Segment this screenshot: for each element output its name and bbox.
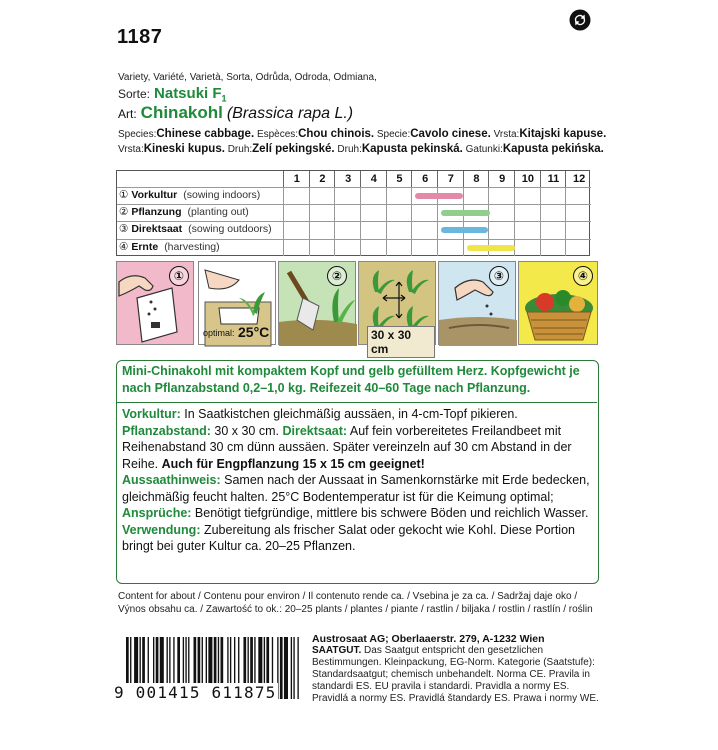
- month-12: 12: [565, 171, 592, 187]
- pictogram-harvest: [518, 261, 598, 345]
- month-5: 5: [386, 171, 413, 187]
- month-11: 11: [540, 171, 567, 187]
- content-info: Content for about / Contenu pour environ / Il contenuto rende ca. / Vsebina je za ca. / Sadržaj daje oko / Výnos obsahu ca. / Zawartość to ok.: 20–25 plants / plantes / piante / rastlin / biljaka / rostlin / rastlín / roślin: [118, 591, 593, 615]
- optimal-temperature: 25°C: [238, 324, 270, 340]
- recycle-icon: [569, 9, 591, 31]
- spacing-value: 30 x 30 cm: [367, 326, 435, 358]
- variety-name: Sorte: Natsuki $F_1$: [118, 85, 227, 104]
- month-2: 2: [309, 171, 336, 187]
- month-6: 6: [411, 171, 438, 187]
- product-code: 1187: [117, 26, 163, 48]
- pictogram-sowing-indoors: [116, 261, 194, 345]
- month-3: 3: [334, 171, 361, 187]
- barcode-bar: [293, 637, 294, 699]
- cultivation-text: Vorkultur: In Saatkistchen gleichmäßig aussäen, in 4-cm-Topf pikieren. Pflanzabstand: 30 x 30 cm. Direktsaat: Auf fein vorbereitetes Freilandbeet mit Reihenabstand 30 cm dünn aussäen. Später vereinzeln auf 30 cm Abstand in der Reihe. Auch für Engpflanzung 15 x 15 cm geeignet! Aussaathinweis: Samen nach der Aussaat in Samenkornstärke mit Erde bedecken, gleichmäßig feucht halten. 25°C Bodentemperatur ist für die Keimung optimal; Ansprüche: Benötigt tiefgründige, mittlere bis schwere Böden und reichlich Wasser. Verwendung: Zubereitung als frischer Salat oder gekocht wie Kohl. Diese Portion bringt bei guter Kultur ca. 20–25 Pflanzen.: [122, 407, 590, 553]
- calendar-row-ernte: [117, 239, 591, 255]
- step-number-3: ③: [489, 266, 509, 286]
- barcode-bar: [297, 637, 298, 699]
- calendar-row-pflanzung: [117, 204, 591, 220]
- pictogram-spacing: [358, 261, 436, 356]
- company-info: Austrosaat AG; Oberlaaerstr. 279, A-1232 Wien SAATGUT. Das Saatgut entspricht den gesetzlichen Bestimmungen. Kleinpackung, EG-Norm. Kategorie (Saatstufe): Standardsaatgut; chemisch unbehandelt. Norma CE. Pravila in standardi ES. EU pravila i standardi. Pravidla a normy ES. Pravidlá a normy ES. Pravidlá štandardy ES. Prawa i normy WE.: [312, 633, 599, 704]
- calendar-bar-direktsaat: [441, 227, 488, 233]
- pictogram-planting-out: [278, 261, 356, 345]
- month-9: 9: [488, 171, 515, 187]
- step-number-2: ②: [327, 266, 347, 286]
- calendar-row-label: ② Pflanzung (planting out): [119, 206, 249, 219]
- calendar-bar-vorkultur: [415, 193, 462, 199]
- barcode-number: 9 001415 611875: [114, 683, 277, 702]
- month-8: 8: [463, 171, 490, 187]
- calendar-bar-pflanzung: [441, 210, 490, 216]
- optimal-label: optimal:: [203, 328, 235, 338]
- step-number-1: ①: [169, 266, 189, 286]
- month-1: 1: [283, 171, 310, 187]
- species-translations-2: Vrsta:Kineski kupus. Druh:Zelí pekingské. Druh:Kapusta pekinská. Gatunki:Kapusta pekińska.: [118, 143, 604, 155]
- barcode-bar: [280, 637, 283, 699]
- barcode-bar: [291, 637, 292, 699]
- box-divider: [117, 402, 597, 403]
- calendar-bar-ernte: [467, 245, 516, 251]
- calendar-row-label: ④ Ernte (harvesting): [119, 240, 220, 253]
- species-name: Art: Chinakohl (Brassica rapa L.): [118, 103, 354, 122]
- species-translations-1: Species:Chinese cabbage. Espèces:Chou chinois. Specie:Cavolo cinese. Vrsta:Kitajski kapuse.: [118, 128, 607, 140]
- pictogram-sowing-outdoors: [438, 261, 516, 345]
- description-box: [116, 360, 599, 584]
- sowing-calendar: [116, 170, 590, 256]
- intro-text: Mini-Chinakohl mit kompaktem Kopf und gelb gefülltem Herz. Kopfgewicht je nach Pflanzabstand 0,2–1,0 kg. Reifezeit 40–60 Tage nach Pflanzung.: [122, 364, 580, 395]
- step-number-4: ④: [573, 266, 593, 286]
- month-7: 7: [437, 171, 464, 187]
- calendar-row-label: ③ Direktsaat (sowing outdoors): [119, 223, 272, 236]
- barcode-bar: [284, 637, 288, 699]
- calendar-row-direktsaat: [117, 221, 591, 237]
- calendar-row-vorkultur: [117, 187, 591, 203]
- month-10: 10: [514, 171, 541, 187]
- variety-line: Variety, Variété, Varietà, Sorta, Odrůda, Odroda, Odmiana,: [118, 72, 377, 83]
- calendar-row-label: ① Vorkultur (sowing indoors): [119, 189, 261, 201]
- pictogram-germination: [198, 261, 276, 345]
- month-4: 4: [360, 171, 387, 187]
